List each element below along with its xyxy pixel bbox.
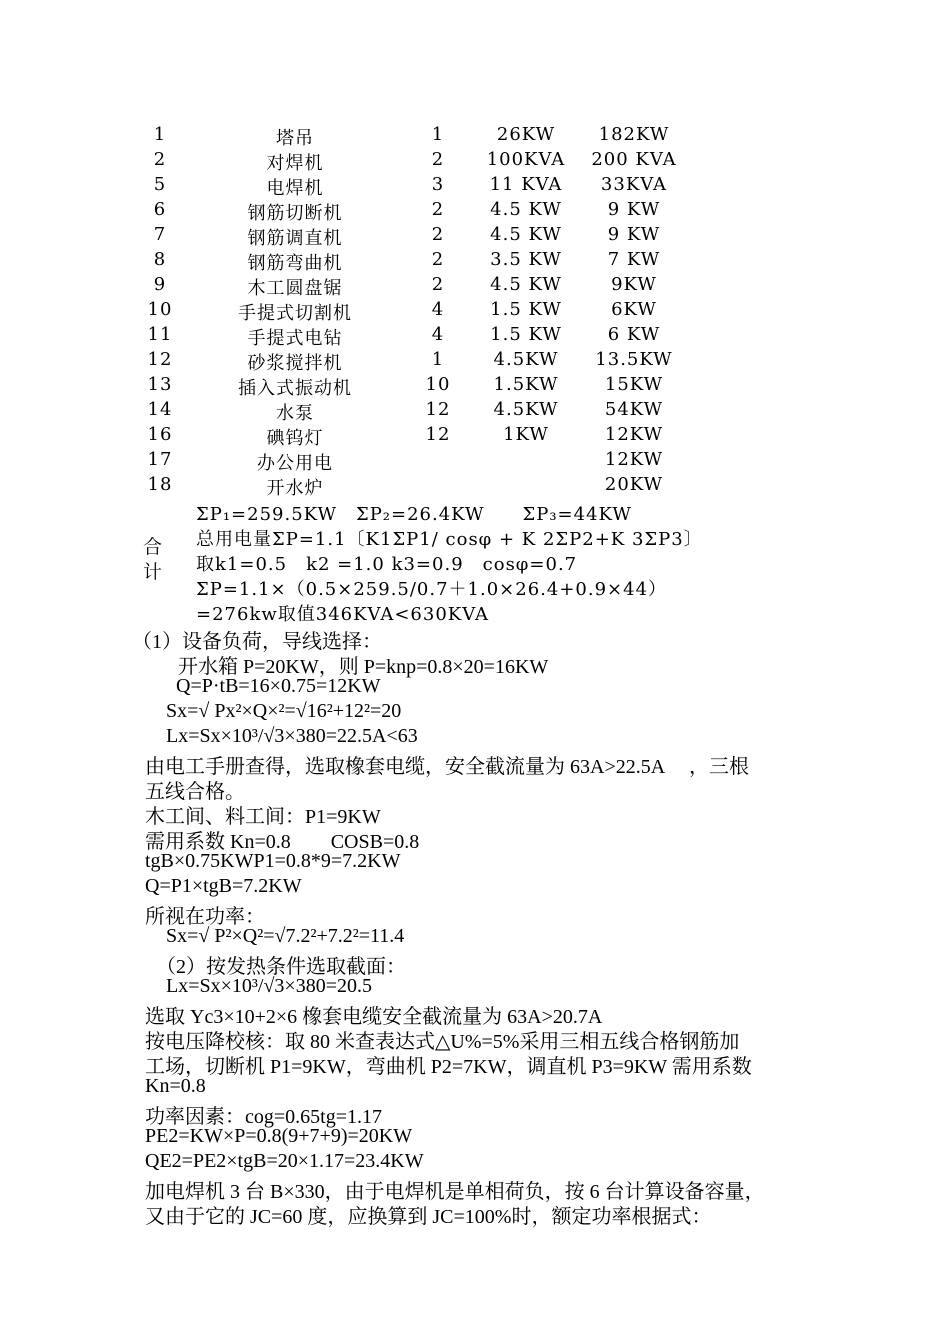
table-row (0, 174, 950, 199)
equipment-quantity: 1 (431, 124, 445, 145)
table-row (0, 149, 950, 174)
total-power: 182KW (598, 124, 670, 145)
total-power: 13.5KW (595, 349, 673, 370)
unit-power: 4.5KW (493, 399, 559, 420)
summary-line: 总用电量ΣP=1.1〔K1ΣP1/ cosφ + K 2ΣP2+K 3ΣP3〕 (196, 529, 703, 550)
total-power: 6 KW (607, 324, 661, 345)
table-row (0, 249, 950, 274)
text-line: Q=P1×tgB=7.2KW (145, 875, 302, 897)
unit-power: 4.5 KW (490, 274, 562, 295)
equipment-quantity: 2 (431, 249, 445, 270)
row-number: 11 (147, 324, 173, 345)
equipment-name: 对焊机 (266, 153, 324, 174)
text-line: 所视在功率： (145, 906, 265, 928)
unit-power: 3.5 KW (490, 249, 562, 270)
total-power: 15KW (604, 374, 664, 395)
row-number: 7 (153, 224, 167, 245)
text-line: Kn=0.8 (145, 1075, 206, 1097)
text-line: Lx=Sx×10³/√3×380=22.5A<63 (166, 725, 418, 747)
equipment-quantity: 2 (431, 274, 445, 295)
row-number: 10 (147, 299, 173, 320)
total-power: 54KW (604, 399, 664, 420)
total-power: 6KW (611, 299, 657, 320)
text-line: tgB×0.75KWP1=0.8*9=7.2KW (145, 850, 401, 872)
text-line: 开水箱 P=20KW，则 P=knp=0.8×20=16KW (178, 656, 549, 678)
equipment-name: 电焊机 (266, 178, 324, 199)
total-power: 12KW (604, 449, 664, 470)
text-line: QE2=PE2×tgB=20×1.17=23.4KW (145, 1150, 424, 1172)
text-line: 又由于它的 JC=60 度，应换算到 JC=100%时，额定功率根据式： (145, 1206, 712, 1228)
equipment-quantity: 2 (431, 149, 445, 170)
table-row (0, 124, 950, 149)
equipment-name: 塔吊 (276, 128, 314, 149)
text-line: Sx=√ P²×Q²=√7.2²+7.2²=11.4 (166, 925, 405, 947)
equipment-quantity: 10 (425, 374, 451, 395)
row-number: 12 (147, 349, 173, 370)
row-number: 17 (147, 449, 173, 470)
text-line: 需用系数 Kn=0.8 COSB=0.8 (145, 831, 420, 853)
equipment-name: 碘钨灯 (266, 428, 324, 449)
summary-line: 取k1=0.5 k2 =1.0 k3=0.9 cosφ=0.7 (196, 554, 578, 575)
total-power: 7 KW (607, 249, 661, 270)
text-line: 功率因素：cog=0.65tg=1.17 (145, 1106, 382, 1128)
table-row (0, 424, 950, 449)
row-number: 2 (153, 149, 167, 170)
equipment-name: 钢筋切断机 (247, 203, 343, 224)
text-line: 按电压降校核：取 80 米查表达式△U%=5%采用三相五线合格钢筋加 (145, 1031, 740, 1053)
unit-power: 1.5 KW (490, 324, 562, 345)
unit-power: 4.5 KW (490, 224, 562, 245)
equipment-name: 手提式电钻 (247, 328, 343, 349)
total-power: 9 KW (607, 224, 661, 245)
summary-label (143, 535, 167, 585)
total-power: 9KW (611, 274, 657, 295)
unit-power: 26KW (496, 124, 556, 145)
summary-label-top: 合 (143, 536, 163, 558)
equipment-name: 开水炉 (266, 478, 324, 499)
text-line: 木工间、料工间：P1=9KW (145, 806, 381, 828)
equipment-quantity: 4 (431, 299, 445, 320)
total-power: 200 KVA (591, 149, 677, 170)
row-number: 14 (147, 399, 173, 420)
equipment-quantity: 2 (431, 224, 445, 245)
unit-power: 1.5 KW (490, 299, 562, 320)
equipment-name: 砂浆搅拌机 (247, 353, 343, 374)
unit-power: 1.5KW (493, 374, 559, 395)
summary-line: ΣP=1.1×（0.5×259.5/0.7＋1.0×26.4+0.9×44） (196, 579, 668, 600)
equipment-quantity: 12 (425, 424, 451, 445)
table-row (0, 224, 950, 249)
unit-power: 11 KVA (489, 174, 563, 195)
total-power: 12KW (604, 424, 664, 445)
table-row (0, 474, 950, 499)
total-power: 33KVA (600, 174, 668, 195)
row-number: 1 (153, 124, 167, 145)
table-row (0, 324, 950, 349)
table-row (0, 374, 950, 399)
row-number: 5 (153, 174, 167, 195)
total-power: 20KW (604, 474, 664, 495)
text-line: Sx=√ Px²×Q×²=√16²+12²=20 (166, 700, 402, 722)
section-heading: （2）按发热条件选取截面： (156, 956, 406, 978)
summary-line: ΣP₁=259.5KW ΣP₂=26.4KW ΣP₃=44KW (196, 504, 632, 525)
text-line: 选取 Yc3×10+2×6 橡套电缆安全截流量为 63A>20.7A (145, 1006, 603, 1028)
equipment-name: 钢筋弯曲机 (247, 253, 343, 274)
summary-label-bottom: 计 (143, 561, 163, 583)
equipment-quantity: 2 (431, 199, 445, 220)
row-number: 16 (147, 424, 173, 445)
equipment-name: 插入式振动机 (238, 378, 352, 399)
summary-line: =276kw取值346KVA<630KVA (196, 604, 489, 625)
equipment-quantity: 4 (431, 324, 445, 345)
table-row (0, 349, 950, 374)
unit-power: 100KVA (486, 149, 566, 170)
unit-power: 4.5KW (493, 349, 559, 370)
table-row (0, 299, 950, 324)
text-line: 加电焊机 3 台 B×330，由于电焊机是单相荷负，按 6 台计算设备容量， (145, 1181, 765, 1203)
row-number: 9 (153, 274, 167, 295)
equipment-quantity: 12 (425, 399, 451, 420)
text-line: Lx=Sx×10³/√3×380=20.5 (166, 975, 372, 997)
equipment-name: 水泵 (276, 403, 314, 424)
row-number: 6 (153, 199, 167, 220)
row-number: 13 (147, 374, 173, 395)
section-heading: （1）设备负荷，导线选择： (132, 631, 382, 653)
equipment-name: 钢筋调直机 (247, 228, 343, 249)
table-row (0, 449, 950, 474)
text-line: 由电工手册查得，选取橡套电缆，安全截流量为 63A>22.5A ，三根 (145, 756, 750, 778)
equipment-quantity: 1 (431, 349, 445, 370)
unit-power: 4.5 KW (490, 199, 562, 220)
table-row (0, 274, 950, 299)
equipment-name: 办公用电 (257, 453, 333, 474)
text-line: Q=P·tB=16×0.75=12KW (176, 675, 381, 697)
text-line: 工场，切断机 P1=9KW，弯曲机 P2=7KW，调直机 P3=9KW 需用系数 (145, 1056, 752, 1078)
equipment-name: 木工圆盘锯 (247, 278, 343, 299)
unit-power: 1KW (503, 424, 549, 445)
equipment-name: 手提式切割机 (238, 303, 352, 324)
total-power: 9 KW (607, 199, 661, 220)
row-number: 8 (153, 249, 167, 270)
text-line: 五线合格。 (145, 781, 245, 803)
equipment-quantity: 3 (431, 174, 445, 195)
table-row (0, 199, 950, 224)
text-line: PE2=KW×P=0.8(9+7+9)=20KW (145, 1125, 413, 1147)
table-row (0, 399, 950, 424)
row-number: 18 (147, 474, 173, 495)
